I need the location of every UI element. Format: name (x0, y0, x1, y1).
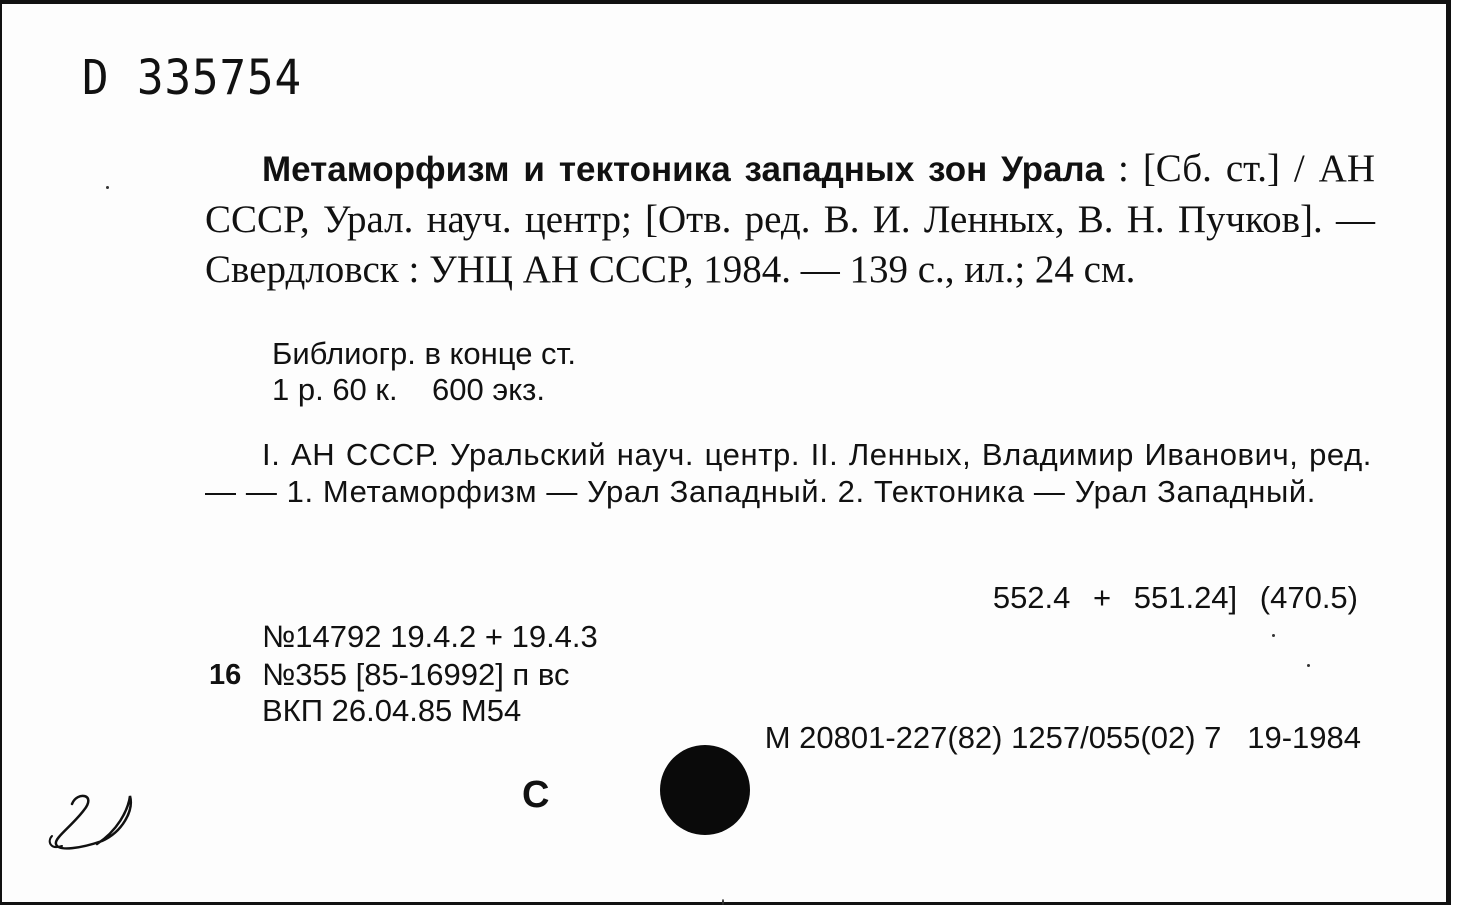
call-number: D 335754 (82, 50, 303, 106)
registration-line-2: №355 [85-16992] п вс (262, 657, 570, 692)
copies-count: 16 (209, 659, 242, 691)
tracings-text: I. АН СССР. Уральский науч. центр. II. Ленных, Владимир Иванович, ред. — — 1. Метаморфизм — Урал Западный. 2. Тектоника — Урал Западный. (205, 437, 1372, 509)
index-code: М 20801-227(82) 1257/055(02) 7 19-1984 (764, 720, 1361, 755)
speck (722, 899, 724, 905)
speck (106, 186, 109, 189)
speck (1307, 664, 1310, 667)
book-title: Метаморфизм и тектоника западных зон Урала (262, 150, 1105, 189)
speck (1272, 634, 1275, 637)
registration-line-1: №14792 19.4.2 + 19.4.3 (262, 619, 598, 654)
bibliography-note: Библиогр. в конце ст. (272, 336, 576, 371)
punch-hole (660, 745, 750, 835)
tracings (205, 436, 1372, 510)
handwritten-mark-icon (42, 786, 152, 861)
main-entry (205, 144, 1375, 295)
copyright-mark: С (522, 774, 550, 816)
registration-line-3: ВКП 26.04.85 М54 (262, 693, 522, 728)
classification-code: 552.4 + 551.24] (470.5) (992, 580, 1358, 615)
publication-details: : [Сб. ст.] / АН СССР, Урал. науч. центр; [Отв. ред. В. И. Ленных, В. Н. Пучков]. — Свердловск : УНЦ АН СССР, 1984. — 139 с., ил.; 24 см. (205, 147, 1376, 291)
price-print-run: 1 р. 60 к. 600 экз. (272, 372, 545, 407)
